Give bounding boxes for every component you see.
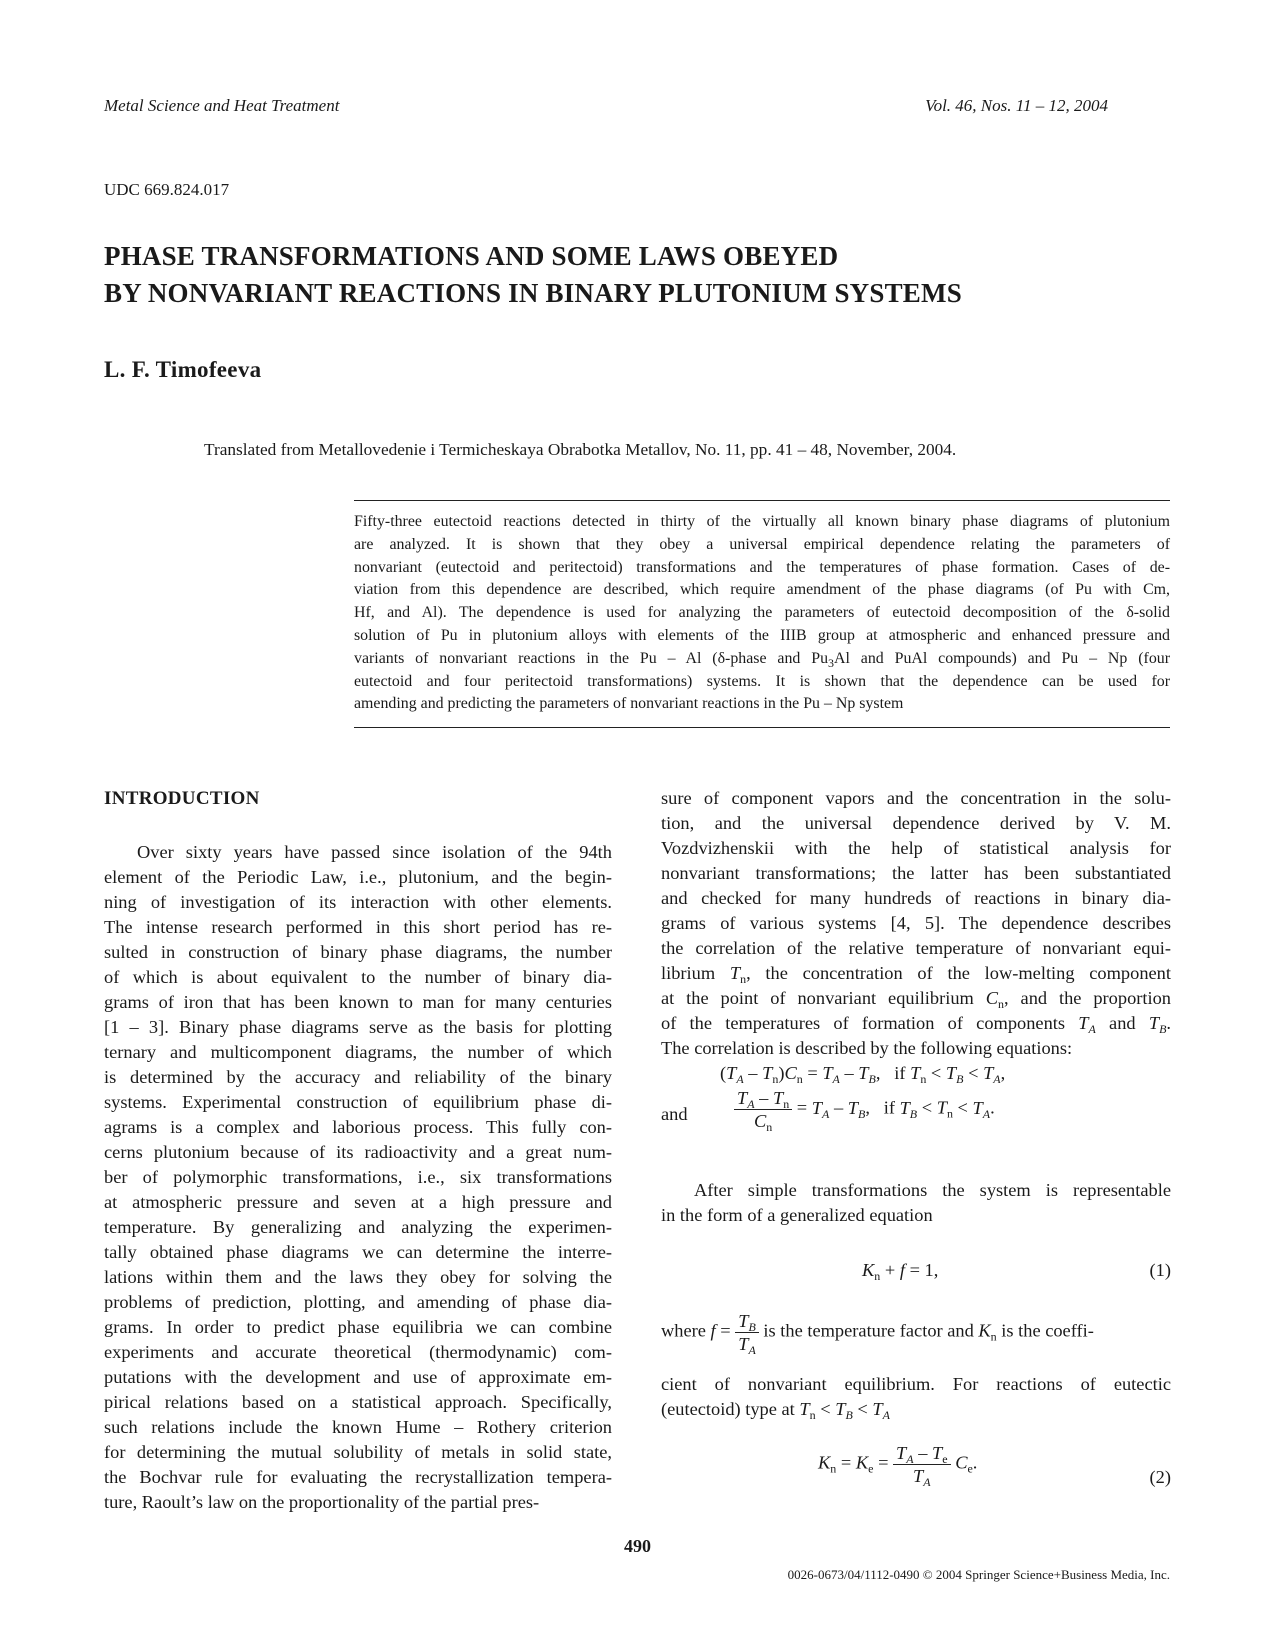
copyright-line: 0026-0673/04/1112-0490 © 2004 Springer Science+Business Media, Inc.	[787, 1567, 1170, 1582]
udc-code: UDC 669.824.017	[104, 180, 230, 199]
introduction-paragraph	[104, 840, 612, 1515]
text-line: tion, and the universal dependence derived by V. M.	[661, 813, 1171, 833]
text-line: ternary and multicomponent diagrams, the number of which	[104, 1042, 612, 1062]
text-line: tally obtained phase diagrams we can determine the interre-	[104, 1242, 612, 1262]
and-label: and	[661, 1104, 688, 1124]
text-line: systems. Experimental construction of equilibrium phase di-	[104, 1092, 612, 1112]
text-line: The intense research performed in this short period has re-	[104, 917, 612, 937]
after-paragraph	[661, 1178, 1171, 1228]
text-line: of the temperatures of formation of components $T_A$ and $T_B$.	[661, 1013, 1172, 1036]
text-line: is determined by the accuracy and reliability of the binary	[104, 1067, 612, 1087]
volume-info: Vol. 46, Nos. 11 – 12, 2004	[925, 96, 1108, 115]
text-line: and checked for many hundreds of reactions in binary dia-	[661, 888, 1171, 908]
text-line: After simple transformations the system is representable	[694, 1180, 1171, 1200]
text-line: sure of component vapors and the concentration in the solu-	[661, 788, 1171, 808]
text-line: element of the Periodic Law, i.e., plutonium, and the begin-	[104, 867, 612, 887]
abstract-line: Hf, and Al). The dependence is used for analyzing the parameters of eutectoid decomposition of the δ-solid	[354, 604, 1170, 622]
abstract-line: Fifty-three eutectoid reactions detected in thirty of the virtually all known binary phase diagrams of plutonium	[354, 513, 1170, 530]
page-number: 490	[624, 1536, 651, 1556]
section-heading-introduction: INTRODUCTION	[104, 788, 260, 809]
text-line: sulted in construction of binary phase diagrams, the number	[104, 942, 612, 962]
equation-1-tag: (1)	[1149, 1260, 1171, 1280]
abstract-top-rule	[354, 500, 1170, 501]
text-line: grams. In order to predict phase equilibria we can combine	[104, 1317, 612, 1337]
abstract-bottom-rule	[354, 727, 1170, 728]
equation-system-line-1: $(T_A - T_n)C_n = T_A - T_B$, if $T_n < T_B < T_A$,	[720, 1063, 1006, 1086]
text-line: pirical relations based on a statistical approach. Specifically,	[104, 1392, 612, 1412]
abstract-line: variants of nonvariant reactions in the Pu – Al (δ-phase and $Pu_3Al$ and PuAl compounds) and Pu – Np (four	[354, 649, 1170, 670]
abstract-line: nonvariant (eutectoid and peritectoid) transformations and the temperatures of phase formation. Cases of de-	[354, 558, 1170, 576]
text-line: experiments and accurate theoretical (thermodynamic) com-	[104, 1342, 612, 1362]
text-line: at atmospheric pressure and seven at a high pressure and	[104, 1192, 612, 1212]
text-line: such relations include the known Hume – Rothery criterion	[104, 1417, 612, 1437]
equation-1: $K_n + f = 1$,	[862, 1260, 939, 1283]
translation-note: Translated from Metallovedenie i Termicheskaya Obrabotka Metallov, No. 11, pp. 41 – 48, November, 2004.	[204, 440, 957, 459]
text-line: agrams is a complex and laborious process. This fully con-	[104, 1117, 612, 1137]
text-line: cerns plutonium because of its radioactivity and a great num-	[104, 1142, 612, 1162]
journal-name: Metal Science and Heat Treatment	[104, 96, 340, 115]
text-line: grams of various systems [4, 5]. The dependence describes	[661, 913, 1171, 933]
text-line: in the form of a generalized equation	[661, 1205, 933, 1225]
equation-2: $K_n = K_e$ = $\frac{T_A - T_e}{T_A}$ $C_e$.	[818, 1443, 978, 1489]
text-line: Over sixty years have passed since isolation of the 94th	[137, 842, 612, 862]
abstract-line: viation from this dependence are described, which require amendment of the phase diagrams (of Pu with Cm,	[354, 581, 1170, 599]
equation-system-line-2: $\frac{T_A - T_n}{C_n}$ = $T_A - T_B$, if $T_B < T_n < T_A$.	[734, 1087, 995, 1132]
text-line: the Bochvar rule for evaluating the recrystallization tempera-	[104, 1467, 612, 1487]
text-line: ture, Raoult’s law on the proportionality of the partial pres-	[104, 1492, 540, 1512]
text-line: cient of nonvariant equilibrium. For reactions of eutectic	[661, 1374, 1171, 1394]
text-line: putations with the development and use of approximate em-	[104, 1367, 612, 1387]
paper-title	[104, 238, 1104, 312]
title-line-2: BY NONVARIANT REACTIONS IN BINARY PLUTONIUM SYSTEMS	[104, 278, 962, 308]
text-line: ning of investigation of its interaction with other elements.	[104, 892, 612, 912]
text-line: problems of prediction, plotting, and amending of phase dia-	[104, 1292, 612, 1312]
abstract-line: solution of Pu in plutonium alloys with elements of the IIIB group at atmospheric and enhanced pressure and	[354, 626, 1170, 644]
text-line: lations within them and the laws they obey for solving the	[104, 1267, 612, 1287]
where-line: where f = $\frac{T_B}{T_A}$ is the temperature factor and $K_n$ is the coeffi-	[661, 1311, 1094, 1357]
text-line: at the point of nonvariant equilibrium $C_n$, and the proportion	[661, 988, 1171, 1011]
cient-paragraph	[661, 1372, 1171, 1422]
text-line: nonvariant transformations; the latter has been substantiated	[661, 863, 1171, 883]
author-name: L. F. Timofeeva	[104, 357, 262, 382]
equation-2-tag: (2)	[1149, 1467, 1171, 1487]
text-line: librium $T_n$, the concentration of the low-melting component	[661, 963, 1171, 986]
text-line: ber of polymorphic transformations, i.e., six transformations	[104, 1167, 612, 1187]
abstract	[354, 511, 1170, 716]
text-line: [1 – 3]. Binary phase diagrams serve as the basis for plotting	[104, 1017, 612, 1037]
abstract-line: amending and predicting the parameters of nonvariant reactions in the Pu – Np system	[354, 695, 904, 713]
text-line: (eutectoid) type at $T_n < T_B < T_A$	[661, 1399, 890, 1422]
text-line: grams of iron that has been known to man for many centuries	[104, 992, 612, 1012]
abstract-line: are analyzed. It is shown that they obey a universal empirical dependence relating the parameters of	[354, 535, 1170, 553]
title-line-1: PHASE TRANSFORMATIONS AND SOME LAWS OBEYED	[104, 241, 839, 271]
text-line: temperature. By generalizing and analyzing the experimen-	[104, 1217, 612, 1237]
text-line: The correlation is described by the following equations:	[661, 1038, 1073, 1058]
text-line: Vozdvizhenskii with the help of statistical analysis for	[661, 838, 1171, 858]
right-column	[661, 786, 1171, 1061]
text-line: for determining the mutual solubility of metals in solid state,	[104, 1442, 612, 1462]
text-line: of which is about equivalent to the number of binary dia-	[104, 967, 612, 987]
text-line: the correlation of the relative temperature of nonvariant equi-	[661, 938, 1171, 958]
left-column	[104, 786, 612, 1515]
right-column-paragraph	[661, 786, 1171, 961]
abstract-line: eutectoid and four peritectoid transformations) systems. It is shown that the dependence can be used for	[354, 672, 1170, 690]
